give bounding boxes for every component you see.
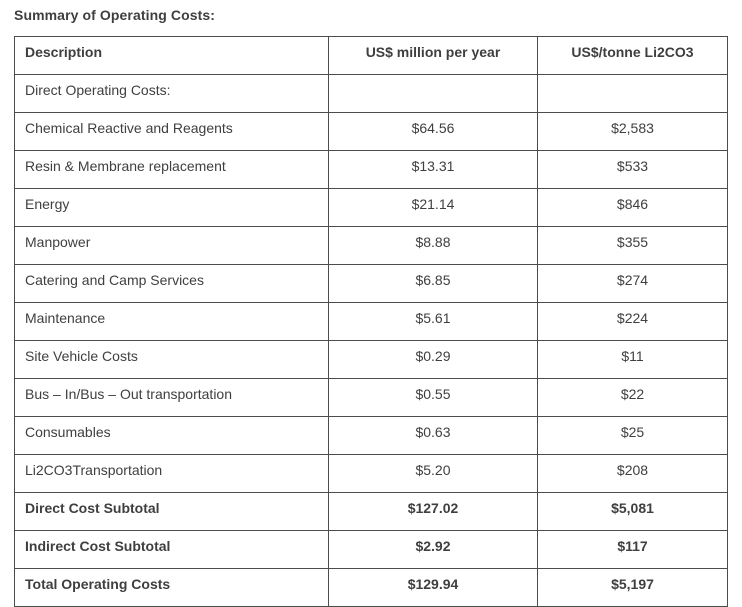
header-usd-million-per-year: US$ million per year bbox=[329, 37, 538, 75]
row-value-tonne: $355 bbox=[538, 227, 728, 265]
row-value-tonne: $224 bbox=[538, 303, 728, 341]
row-value-million: $0.63 bbox=[329, 417, 538, 455]
page-title: Summary of Operating Costs: bbox=[14, 7, 216, 23]
row-value-tonne: $5,081 bbox=[538, 493, 728, 531]
table-row bbox=[15, 303, 728, 341]
table-row-direct-subtotal bbox=[15, 493, 728, 531]
row-value-tonne: $22 bbox=[538, 379, 728, 417]
row-value-tonne: $208 bbox=[538, 455, 728, 493]
row-label: Chemical Reactive and Reagents bbox=[15, 113, 329, 151]
row-value-million: $21.14 bbox=[329, 189, 538, 227]
table-header-row bbox=[15, 37, 728, 75]
row-label: Bus – In/Bus – Out transportation bbox=[15, 379, 329, 417]
table-row bbox=[15, 341, 728, 379]
row-value-million: $5.61 bbox=[329, 303, 538, 341]
row-value-million: $2.92 bbox=[329, 531, 538, 569]
row-label: Catering and Camp Services bbox=[15, 265, 329, 303]
row-label: Direct Cost Subtotal bbox=[15, 493, 329, 531]
row-value-million: $129.94 bbox=[329, 569, 538, 607]
row-value-tonne: $846 bbox=[538, 189, 728, 227]
row-label: Site Vehicle Costs bbox=[15, 341, 329, 379]
row-label: Consumables bbox=[15, 417, 329, 455]
table-row bbox=[15, 227, 728, 265]
row-value-tonne: $5,197 bbox=[538, 569, 728, 607]
row-label: Direct Operating Costs: bbox=[15, 75, 329, 113]
table-row bbox=[15, 417, 728, 455]
table-row bbox=[15, 265, 728, 303]
row-value-tonne: $2,583 bbox=[538, 113, 728, 151]
table-row bbox=[15, 189, 728, 227]
row-value-million bbox=[329, 75, 538, 113]
table-row bbox=[15, 151, 728, 189]
row-value-million: $64.56 bbox=[329, 113, 538, 151]
row-value-tonne: $274 bbox=[538, 265, 728, 303]
row-value-million: $0.29 bbox=[329, 341, 538, 379]
table-row bbox=[15, 455, 728, 493]
row-label: Resin & Membrane replacement bbox=[15, 151, 329, 189]
header-usd-per-tonne: US$/tonne Li2CO3 bbox=[538, 37, 728, 75]
table-row-total-operating-costs bbox=[15, 569, 728, 607]
row-value-million: $127.02 bbox=[329, 493, 538, 531]
row-value-million: $5.20 bbox=[329, 455, 538, 493]
table-row-indirect-subtotal bbox=[15, 531, 728, 569]
row-value-tonne: $117 bbox=[538, 531, 728, 569]
row-label: Indirect Cost Subtotal bbox=[15, 531, 329, 569]
row-label: Maintenance bbox=[15, 303, 329, 341]
row-value-million: $13.31 bbox=[329, 151, 538, 189]
row-value-tonne: $11 bbox=[538, 341, 728, 379]
row-label: Total Operating Costs bbox=[15, 569, 329, 607]
row-label: Li2CO3Transportation bbox=[15, 455, 329, 493]
row-value-million: $6.85 bbox=[329, 265, 538, 303]
row-value-tonne bbox=[538, 75, 728, 113]
row-label: Energy bbox=[15, 189, 329, 227]
row-label: Manpower bbox=[15, 227, 329, 265]
table-row bbox=[15, 113, 728, 151]
row-value-million: $8.88 bbox=[329, 227, 538, 265]
header-description: Description bbox=[15, 37, 329, 75]
operating-costs-table bbox=[14, 36, 728, 607]
table-row bbox=[15, 75, 728, 113]
row-value-million: $0.55 bbox=[329, 379, 538, 417]
row-value-tonne: $533 bbox=[538, 151, 728, 189]
row-value-tonne: $25 bbox=[538, 417, 728, 455]
table-row bbox=[15, 379, 728, 417]
